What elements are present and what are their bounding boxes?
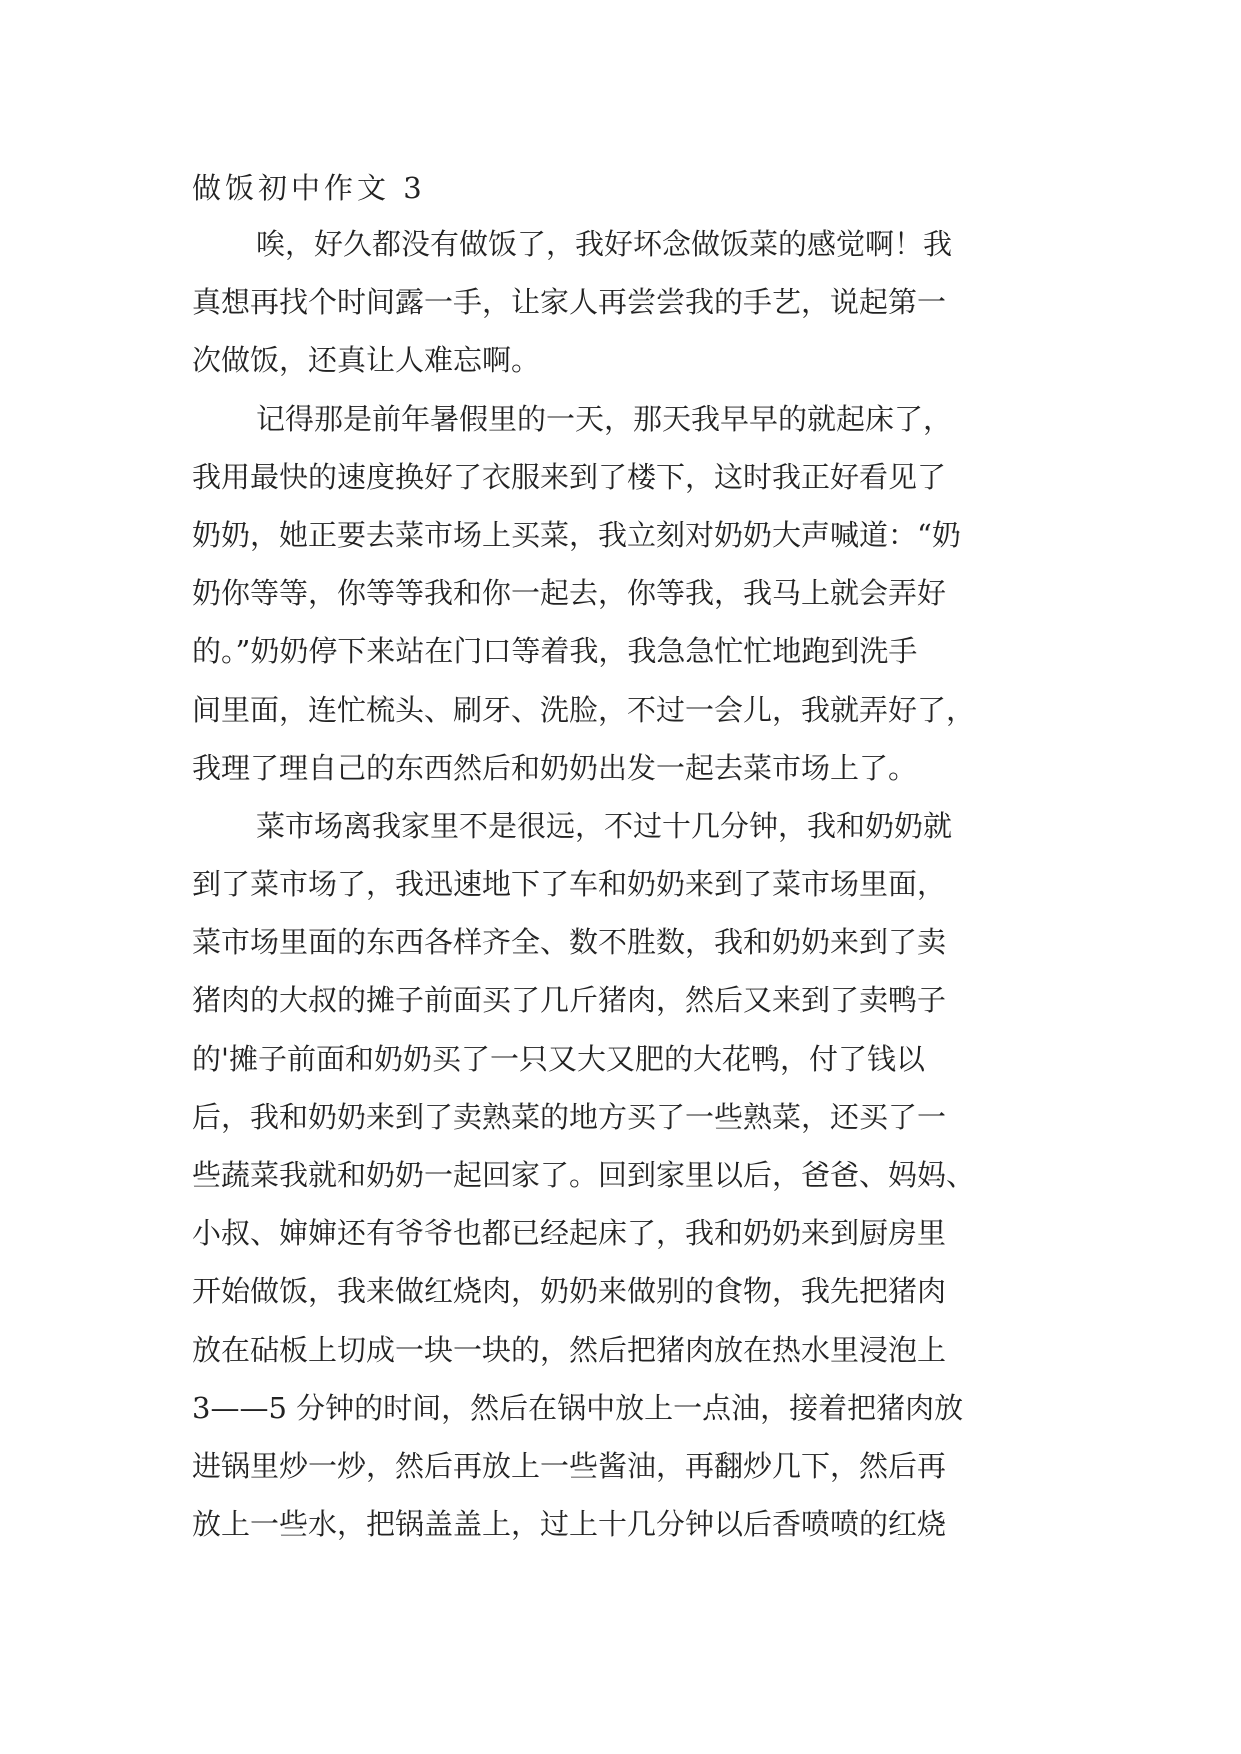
paragraph-1-line-1: 唉，好久都没有做饭了，我好坏念做饭菜的感觉啊！我 [256,227,953,261]
paragraph-3-line-13: 放上一些水，把锅盖盖上，过上十几分钟以后香喷喷的红烧 [192,1507,947,1542]
paragraph-3-line-10: 放在砧板上切成一块一块的，然后把猪肉放在热水里浸泡上 [192,1332,947,1367]
paragraph-1-line-3: 次做饭，还真让人难忘啊。 [192,343,541,378]
paragraph-2-line-7: 我理了理自己的东西然后和奶奶出发一起去菜市场上了。 [192,750,918,785]
paragraph-3-line-5: 的'摊子前面和奶奶买了一只又大又肥的大花鸭，付了钱以 [192,1041,925,1076]
paragraph-2-line-3: 奶奶，她正要去菜市场上买菜，我立刻对奶奶大声喊道：“奶 [192,517,961,552]
paragraph-2-line-4: 奶你等等，你等等我和你一起去，你等我，我马上就会弄好 [192,576,947,611]
paragraph-2-line-1: 记得那是前年暑假里的一天，那天我早早的就起床了， [256,401,953,436]
paragraph-3-line-11: 3——5 分钟的时间，然后在锅中放上一点油，接着把猪肉放 [192,1390,964,1425]
paragraph-2-line-6: 间里面，连忙梳头、刷牙、洗脸，不过一会儿，我就弄好了， [192,692,976,727]
paragraph-3-line-2: 到了菜市场了，我迅速地下了车和奶奶来到了菜市场里面， [192,867,947,902]
paragraph-3-line-7: 些蔬菜我就和奶奶一起回家了。回到家里以后，爸爸、妈妈、 [192,1158,976,1192]
paragraph-2-line-5: 的。”奶奶停下来站在门口等着我，我急急忙忙地跑到洗手 [192,634,918,669]
paragraph-3-line-4: 猪肉的大叔的摊子前面买了几斤猪肉，然后又来到了卖鸭子 [192,983,947,1018]
paragraph-3-line-3: 菜市场里面的东西各样齐全、数不胜数，我和奶奶来到了卖 [192,925,947,960]
paragraph-3-line-1: 菜市场离我家里不是很远，不过十几分钟，我和奶奶就 [256,808,953,843]
paragraph-3-line-6: 后，我和奶奶来到了卖熟菜的地方买了一些熟菜，还买了一 [192,1099,947,1134]
document-body [192,215,1052,1553]
paragraph-1-line-2: 真想再找个时间露一手，让家人再尝尝我的手艺，说起第一 [192,285,947,320]
paragraph-2-line-2: 我用最快的速度换好了衣服来到了楼下，这时我正好看见了 [192,459,947,494]
paragraph-3-line-8: 小叔、婶婶还有爷爷也都已经起床了，我和奶奶来到厨房里 [192,1216,947,1251]
paragraph-3-line-12: 进锅里炒一炒，然后再放上一些酱油，再翻炒几下，然后再 [192,1448,947,1483]
document-title: 做饭初中作文 3 [192,171,426,205]
paragraph-3-line-9: 开始做饭，我来做红烧肉，奶奶来做别的食物，我先把猪肉 [192,1274,947,1309]
